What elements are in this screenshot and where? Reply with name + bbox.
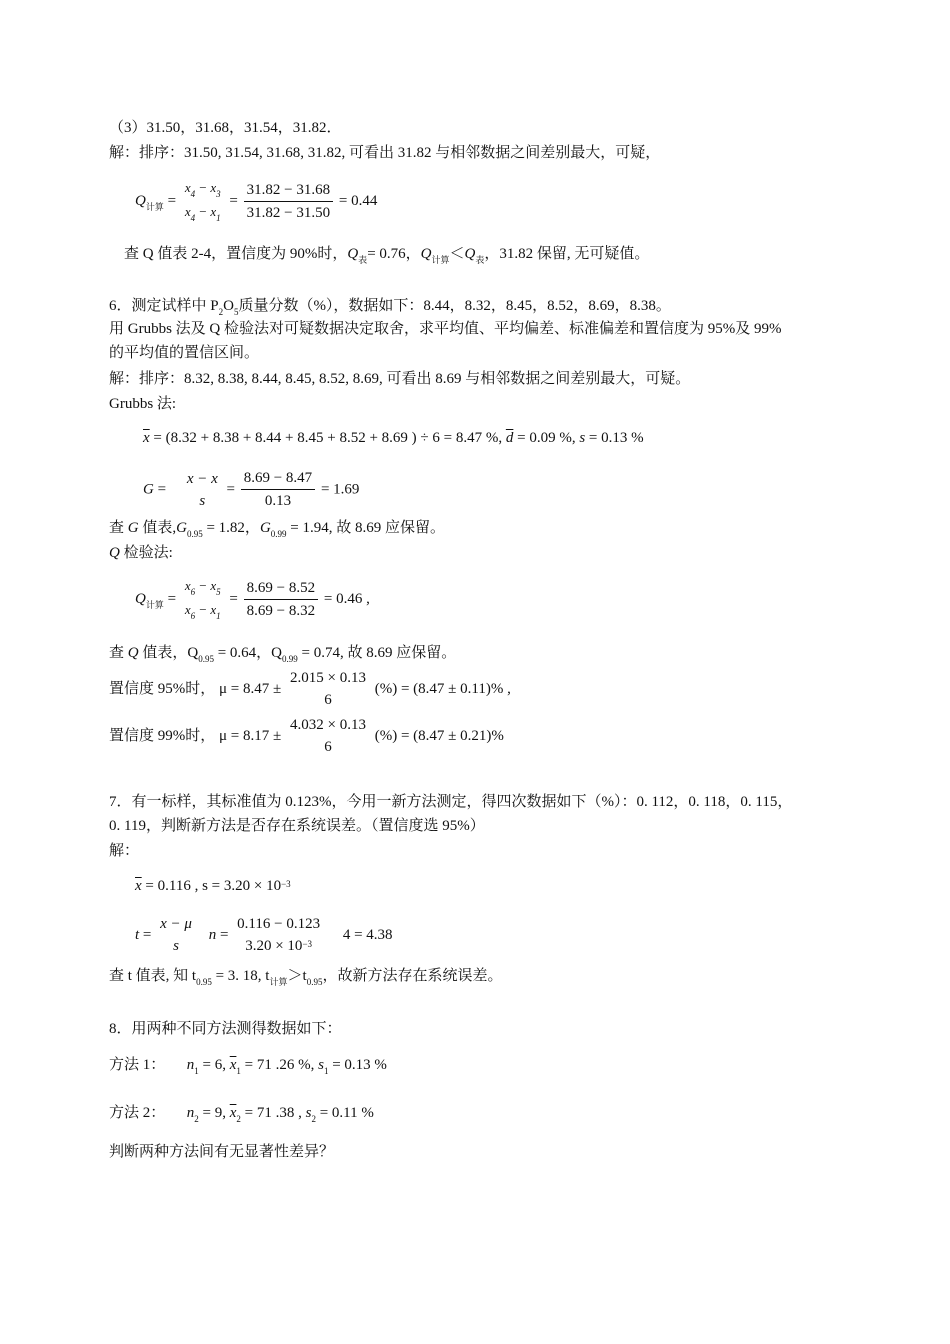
q7-title: 7．有一标样，其标准值为 0.123%，今用一新方法测定，得四次数据如下（%）：0. 112，0. 118，0. 115， <box>109 794 793 810</box>
q7-solution-label: 解： <box>109 843 140 859</box>
q6-ci99-formula: 置信度 99%时， μ = 8.17 ± 4.032 × 0.13 6 (%) = (8.47 ± 0.21)% <box>109 717 504 755</box>
q7-title-2: 0. 119，判断新方法是否存在系统误差。（置信度选 95%） <box>109 818 485 834</box>
q6-solution-line: 解：排序：8.32, 8.38, 8.44, 8.45, 8.52, 8.69, 可看出 8.69 与相邻数据之间差别最大，可疑。 <box>109 371 691 387</box>
q6-q-formula: $Q_{计算}$ = $x_6 - x_5$ $x_6 - x_1$ = $\frac{8.69 - 8.52}{8.69 - 8.32}$ = 0.46 , <box>135 578 370 621</box>
part3-data-line: （3）31.50，31.68，31.54，31.82． <box>109 120 342 136</box>
q8-method1: 方法 1： $n_1 = 6$, $\overline{x}_1 = 71$ .26 %, $s_1 = 0.13$ % <box>109 1057 387 1076</box>
q7-check: 查 t 值表, 知 $t_{0.95} = 3$. 18, $t_{计算}>t_{0.95}$，故新方法存在系统误差。 <box>109 968 503 987</box>
q8-method2: 方法 2： $n_2 = 9$, $\overline{x}_2 = 71$ .38 , $s_2 = 0.11$ % <box>109 1105 374 1124</box>
q6-q-check: 查 Q 值表，$Q_{0.95} = 0.64$，$Q_{0.99} = 0.74$, 故 8.69 应保留。 <box>109 645 457 664</box>
q6-task-line-2: 的平均值的置信区间。 <box>109 345 260 361</box>
q6-task-line: 用 Grubbs 法及 Q 检验法对可疑数据决定取舍，求平均值、平均偏差、标准偏差和置信度为 95%及 99% <box>109 321 782 337</box>
part3-check-line: 查 Q 值表 2-4，置信度为 90%时，$Q_表= 0.76$，$Q_{计算}<Q_表$，31.82 保留, 无可疑值。 <box>124 246 650 265</box>
q6-g-formula: G = x − x s = $\frac{8.69 - 8.47}{0.13}$ = 1.69 <box>143 470 360 509</box>
q7-mean-formula: $\overline{x} = 0.116$ , $s = 3.20 \times 10^{-3}$ <box>135 878 291 894</box>
q6-g-check: 查 G 值表$,G_{0.95} = 1.82$，$G_{0.99} = 1.94$, 故 8.69 应保留。 <box>109 520 445 539</box>
q6-grubbs-heading: Grubbs 法: <box>109 396 177 412</box>
q7-t-formula: t = x − μ s n = 0.116 − 0.123 $3.20 \times 10^{-3}$ 4 = 4.38 <box>135 916 393 954</box>
q6-mean-formula: $\overline{x} = (8.32 + 8.38 + 8.44 + 8.45 + 8.52 + 8.69$ ) ÷ 6 = 8.47 %, $\overline{d} = 0.09$ %, s = 0.13 % <box>143 430 644 446</box>
q6-q-heading: Q 检验法: <box>109 545 173 561</box>
part3-q-formula: $Q_{计算}$ = $x_4 - x_3$ $x_4 - x_1$ = $\frac{31.82 - 31.68}{31.82 - 31.50}$ = 0.44 <box>135 180 378 223</box>
part3-solution-line: 解：排序：31.50, 31.54, 31.68, 31.82, 可看出 31.82 与相邻数据之间差别最大，可疑， <box>109 145 661 161</box>
q6-ci95-formula: 置信度 95%时， μ = 8.47 ± 2.015 × 0.13 6 (%) = (8.47 ± 0.11)% , <box>109 670 511 708</box>
q8-question: 判断两种方法间有无显著性差异？ <box>109 1144 335 1160</box>
q6-title: 6．测定试样中 $P_2O_5$质量分数（%），数据如下：8.44，8.32，8.45，8.52，8.69，8.38。 <box>109 298 671 317</box>
q8-title: 8．用两种不同方法测得数据如下： <box>109 1021 342 1037</box>
